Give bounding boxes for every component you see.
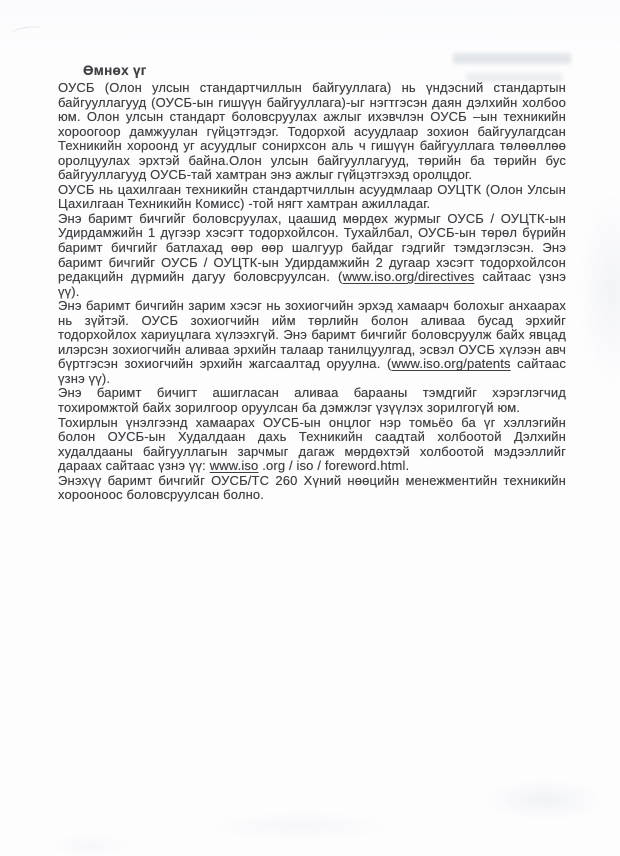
paragraph-7 xyxy=(58,474,566,503)
text-segment: сайтаас үзнэ үү). xyxy=(58,269,566,299)
paragraph-1 xyxy=(58,81,566,183)
text-segment: ОУСБ нь цахилгаан техникийн стандартчиллын асуудмлаар ОУЦТК (Олон Улсын Цахилгаан Техникийн Комисс) -той нягт хамтран ажилладаг. xyxy=(58,181,566,212)
text-segment: ОУСБ (Олон улсын стандартчиллын байгууллага) нь үндэсний стандартын байгууллагууд (ОУСБ-ын гишүүн байгууллага)-ыг нэгтгэсэн даян дэлхийн холбоо юм. Олон улсын стандарт боловсруулах ажлыг ихэвчлэн ОУСБ –ын техникийн хороогоор дамжуулан гүйцэтгэдэг. Тодорхой асуудлаар зохион байгуулагдсан Техникийн хороонд уг асуудлыг сонирхсон аль ч гишүүн байгууллага төлөөллөө оролцуулах эрхтэй байна.Олон улсын байгууллагууд, төрийн ба төрийн бус байгууллагууд ОУСБ-тай хамтран энэ ажлыг гүйцэтгэхэд оролцдог. xyxy=(58,80,566,183)
paragraph-6 xyxy=(58,416,566,474)
text-segment: Энэ баримт бичгийн зарим хэсэг нь зохиогчийн эрхэд хамаарч болохыг анхаарах нь зүйтэй. ОУСБ зохиогчийн ийм төрлийн болон аливаа бусад эрхийг тодорхойлох хариуцлага хүлээхгүй. Энэ баримт бичгийг боловсруулж байх явцад илэрсэн зохиогчийн аливаа эрхийн талаар танилцуулгад, эсвэл ОУСБ хүлээн авч бүртгэсэн зохиогчийн эрхийн жагсаалтад оруулна. ( xyxy=(58,298,566,372)
text-segment: Энэ баримт бичигт ашигласан аливаа барааны тэмдгийг хэрэглэгчид тохиромжтой байх зорилгоор оруулсан ба дэмжлэг үзүүлэх зорилгогүй юм. xyxy=(58,385,566,416)
document-heading: Өмнөх үг xyxy=(83,63,147,78)
text-segment: .org / iso / foreword.html. xyxy=(258,458,410,474)
document-content xyxy=(58,63,566,503)
paragraph-5 xyxy=(58,386,566,415)
text-segment: Тохирлын үнэлгээнд хамаарах ОУСБ-ын онцлог нэр томьёо ба үг хэллэгийн болон ОУСБ-ын Худалдаан дахь Техникийн саадтай холбоотой Дэлхийн худалдааны байгууллагын зарчмыг дагаж мөрдөхтэй холбоотой мэдээллийг дараах сайтаас үзнэ үү: xyxy=(58,414,566,474)
scan-stray-mark xyxy=(10,25,43,38)
paragraph-3 xyxy=(58,212,566,299)
url-text: www.iso xyxy=(209,458,259,474)
paragraph-2 xyxy=(58,183,566,212)
paragraph-4 xyxy=(58,299,566,386)
text-segment: сайтаас үзнэ үү). xyxy=(58,356,566,386)
text-segment: Энэ баримт бичгийг боловсруулах, цаашид мөрдөх журмыг ОУСБ / ОУЦТК-ын Удирдамжийн 1 дүгээр хэсэгт тодорхойлсон. Тухайлбал, ОУСБ-ын төрөл бүрийн баримт бичгийг батлахад өөр өөр шалгуур байдаг гэдгийг тэмдэглэсэн. Энэ баримт бичгийг ОУСБ / ОУЦТК-ын Удирдамжийн 2 дугаар хэсэгт тодорхойлсон редакцийн дүрмийн дагуу боловсруулсан. ( xyxy=(58,210,566,285)
document-body xyxy=(58,81,566,503)
text-segment: Энэхүү баримт бичгийг ОУСБ/ТС 260 Хүний нөөцийн менежментийн техникийн хорооноос боловсруулсан болно. xyxy=(58,472,566,503)
url-text: www.iso.org/directives xyxy=(342,269,475,285)
url-text: www.iso.org/patents xyxy=(391,356,511,372)
